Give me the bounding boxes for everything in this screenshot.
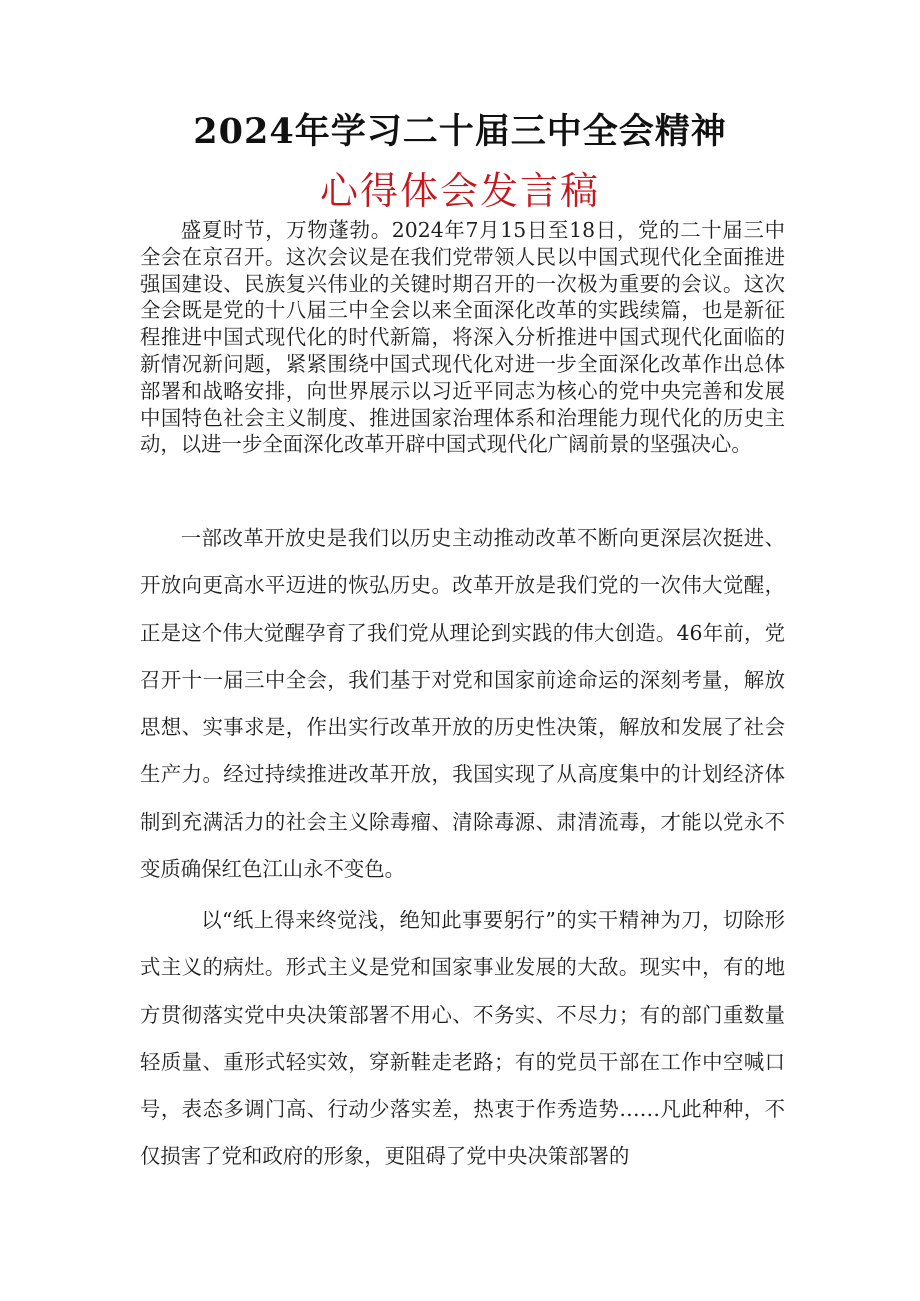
paragraph-1: 盛夏时节，万物蓬勃。2024年7月15日至18日，党的二十届三中全会在京召开。这次会议是在我们党带领人民以中国式现代化全面推进强国建设、民族复兴伟业的关键时期召开的一次极为重要的会议。这次全会既是党的十八届三中全会以来全面深化改革的实践续篇，也是新征程推进中国式现代化的时代新篇，将深入分析推进中国式现代化面临的新情况新问题，紧紧围绕中国式现代化对进一步全面深化改革作出总体部署和战略安排，向世界展示以习近平同志为核心的党中央完善和发展中国特色社会主义制度、推进国家治理体系和治理能力现代化的历史主动，以进一步全面深化改革开辟中国式现代化广阔前景的坚强决心。	[140, 218, 785, 457]
paragraph-2: 一部改革开放史是我们以历史主动推动改革不断向更深层次挺进、开放向更高水平迈进的恢弘历史。改革开放是我们党的一次伟大觉醒，正是这个伟大觉醒孕育了我们党从理论到实践的伟大创造。46年前，党召开十一届三中全会，我们基于对党和国家前途命运的深刻考量，解放思想、实事求是，作出实行改革开放的历史性决策，解放和发展了社会生产力。经过持续推进改革开放，我国实现了从高度集中的计划经济体制到充满活力的社会主义除毒瘤、清除毒源、肃清流毒，才能以党永不变质确保红色江山永不变色。	[140, 526, 785, 882]
document-title: 2024年学习二十届三中全会精神	[193, 111, 727, 152]
paragraph-3: 以“纸上得来终觉浅，绝知此事要躬行”的实干精神为刀，切除形式主义的病灶。形式主义是党和国家事业发展的大敌。现实中，有的地方贯彻落实党中央决策部署不用心、不务实、不尽力；有的部门重数量轻质量、重形式轻实效，穿新鞋走老路；有的党员干部在工作中空喊口号，表态多调门高、行动少落实差，热衷于作秀造势……凡此种种，不仅损害了党和政府的形象，更阻碍了党中央决策部署的	[140, 908, 785, 1169]
document-subtitle: 心得体会发言稿	[319, 169, 600, 213]
